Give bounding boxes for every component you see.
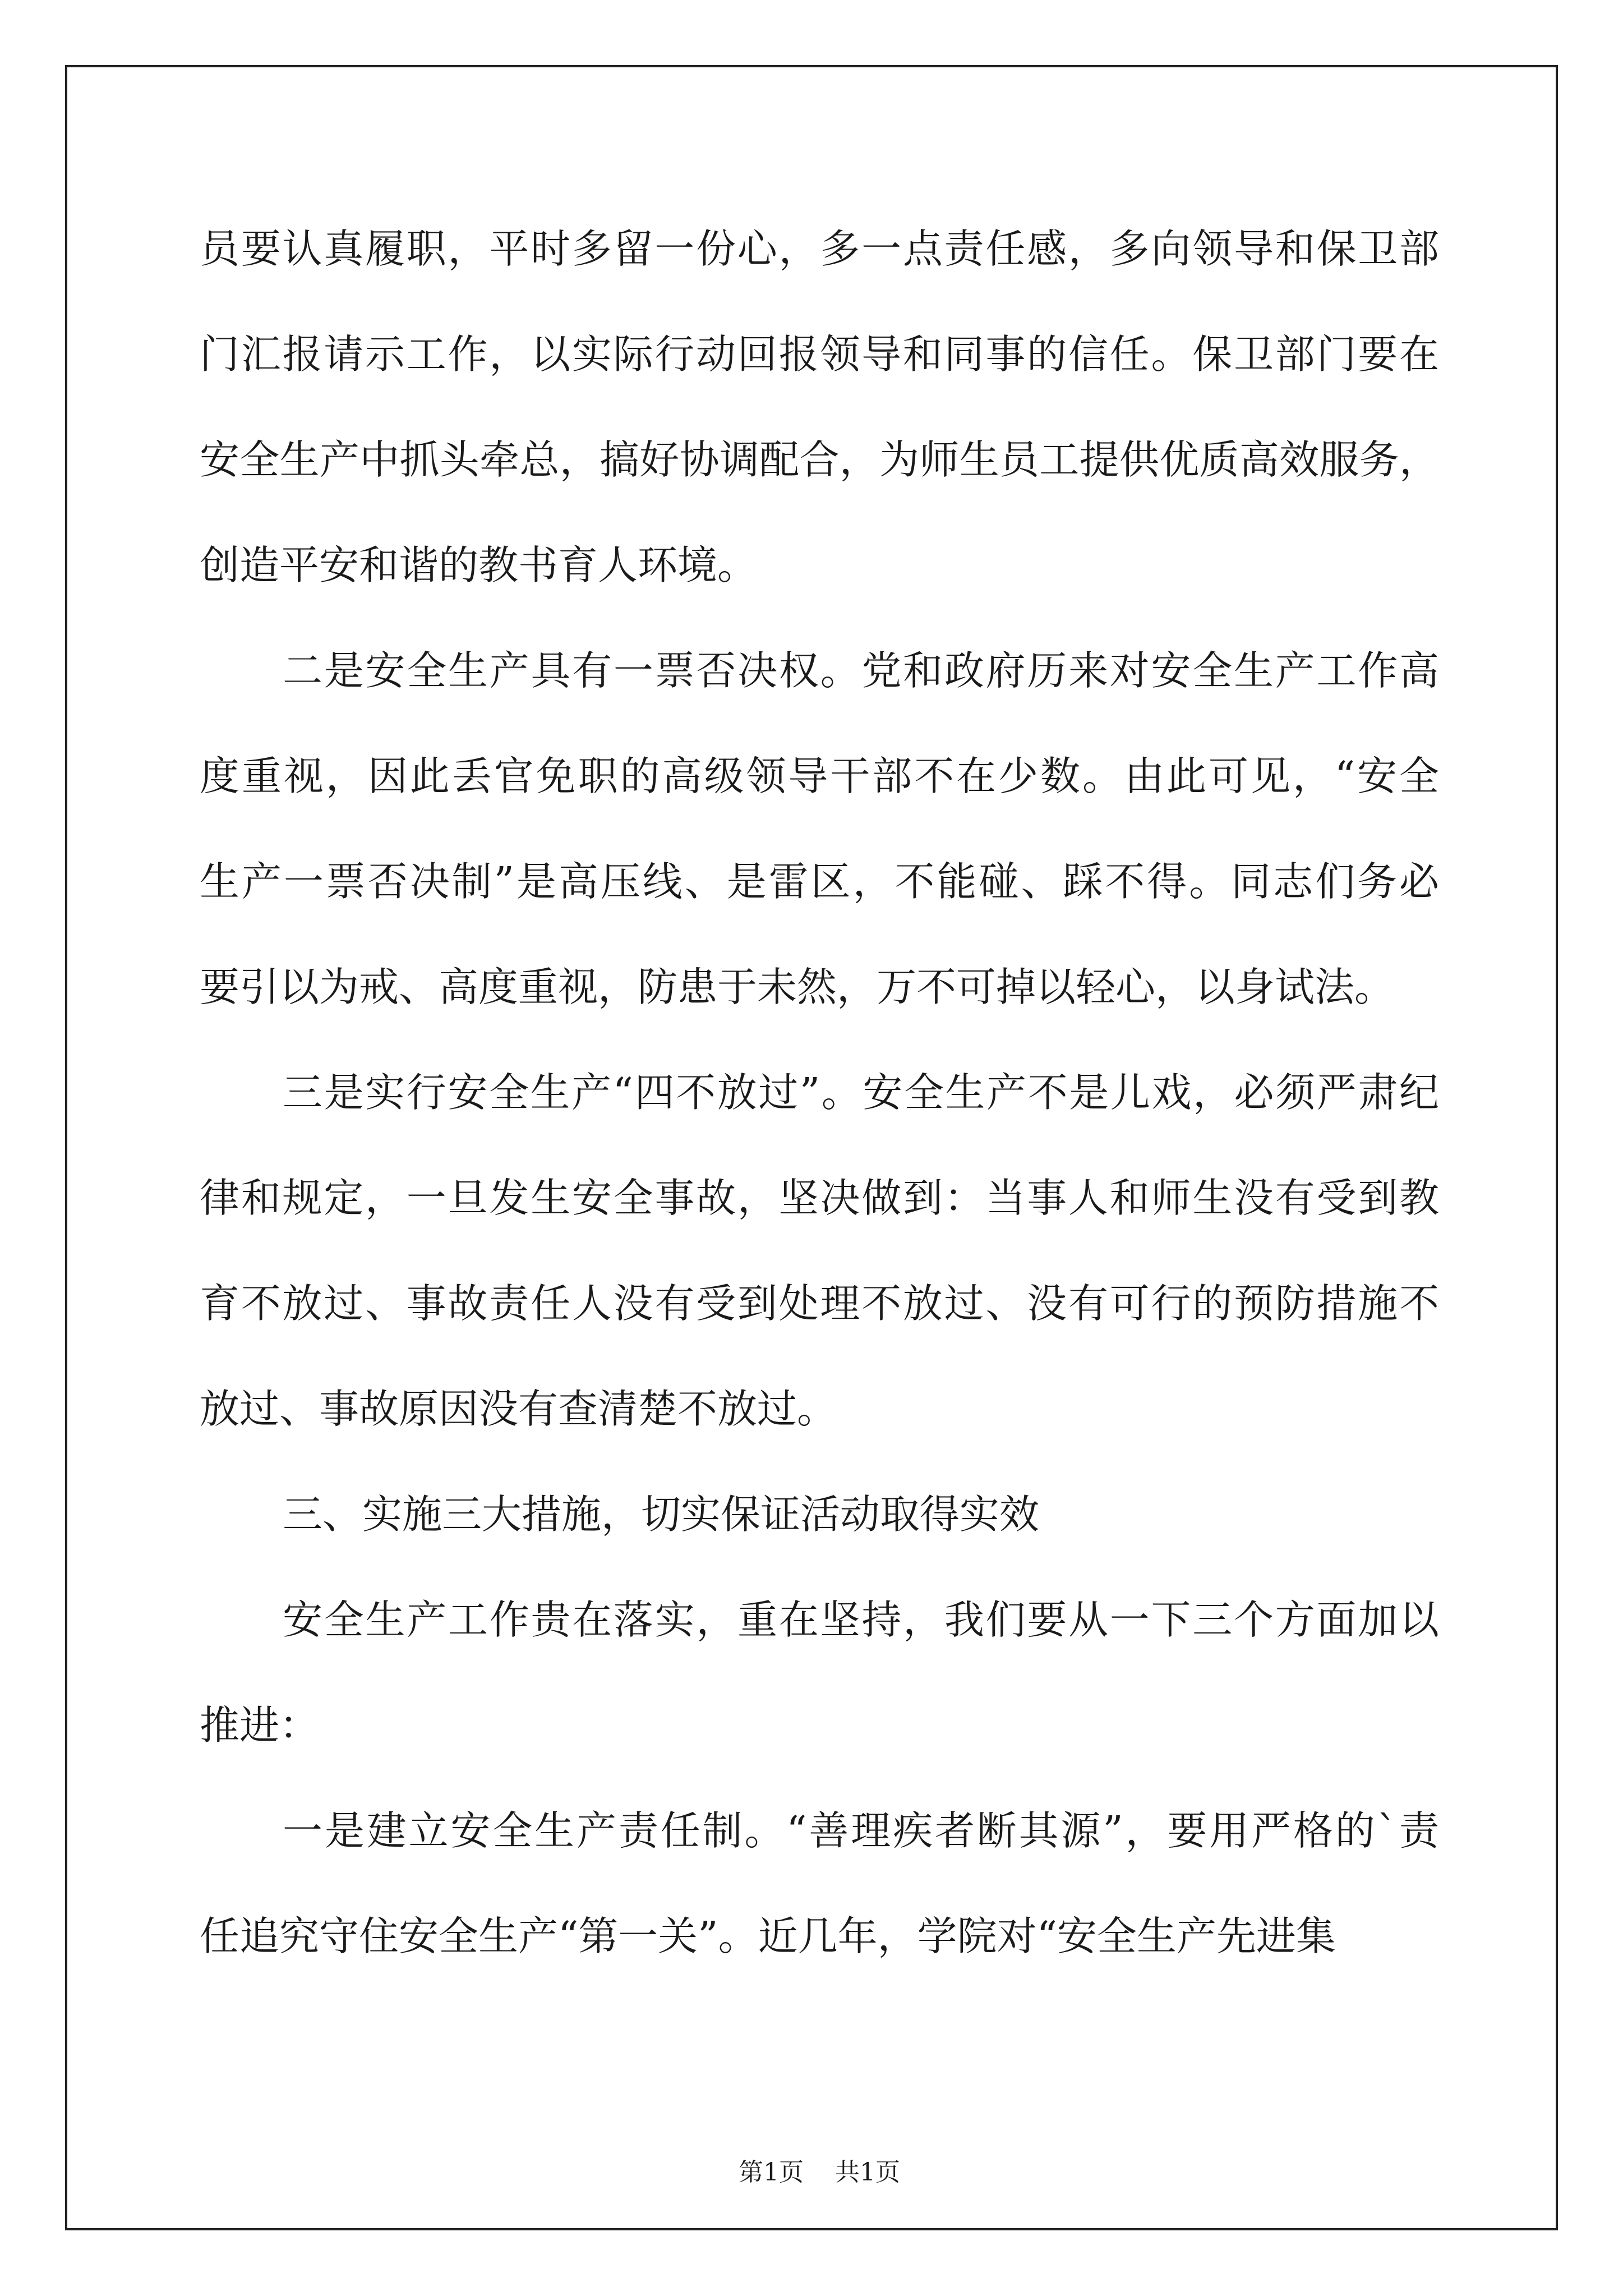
text-line: 育不放过、事故责任人没有受到处理不放过、没有可行的预防措施不 (200, 1280, 1439, 1327)
text-line: 生产一票否决制”是高压线、是雷区，不能碰、踩不得。同志们务必 (200, 858, 1439, 905)
text-line: 推进： (200, 1702, 320, 1749)
document-body (200, 215, 1439, 2008)
paragraph (200, 1059, 1439, 1481)
paragraph (200, 637, 1439, 1059)
text-line: 安全生产工作贵在落实，重在坚持，我们要从一下三个方面加以 (283, 1596, 1439, 1643)
paragraph (200, 215, 1439, 637)
text-line: 度重视，因此丢官免职的高级领导干部不在少数。由此可见，“安全 (200, 753, 1439, 799)
page-number: 第1页 共1页 (739, 2158, 900, 2187)
text-line: 三、实施三大措施，切实保证活动取得实效 (283, 1491, 1040, 1538)
text-line: 创造平安和谐的教书育人环境。 (200, 542, 758, 588)
text-line: 安全生产中抓头牵总，搞好协调配合，为师生员工提供优质高效服务， (200, 436, 1439, 483)
paragraph (200, 1797, 1439, 2008)
text-line: 三是实行安全生产“四不放过”。安全生产不是儿戏，必须严肃纪 (283, 1069, 1439, 1116)
text-line: 律和规定，一旦发生安全事故，坚决做到：当事人和师生没有受到教 (200, 1175, 1439, 1221)
text-line: 放过、事故原因没有查清楚不放过。 (200, 1386, 837, 1432)
paragraph (200, 1586, 1439, 1797)
text-line: 员要认真履职，平时多留一份心，多一点责任感，多向领导和保卫部 (200, 226, 1439, 272)
text-line: 二是安全生产具有一票否决权。党和政府历来对安全生产工作高 (283, 647, 1439, 694)
text-line: 要引以为戒、高度重视，防患于未然，万不可掉以轻心，以身试法。 (200, 964, 1395, 1010)
text-line: 门汇报请示工作，以实际行动回报领导和同事的信任。保卫部门要在 (200, 331, 1439, 378)
page-footer (0, 2123, 1623, 2188)
paragraph (200, 1481, 1439, 1586)
text-line: 任追究守住安全生产“第一关”。近几年，学院对“安全生产先进集 (200, 1913, 1336, 1959)
text-line: 一是建立安全生产责任制。“善理疾者断其源”，要用严格的`责 (283, 1807, 1439, 1854)
